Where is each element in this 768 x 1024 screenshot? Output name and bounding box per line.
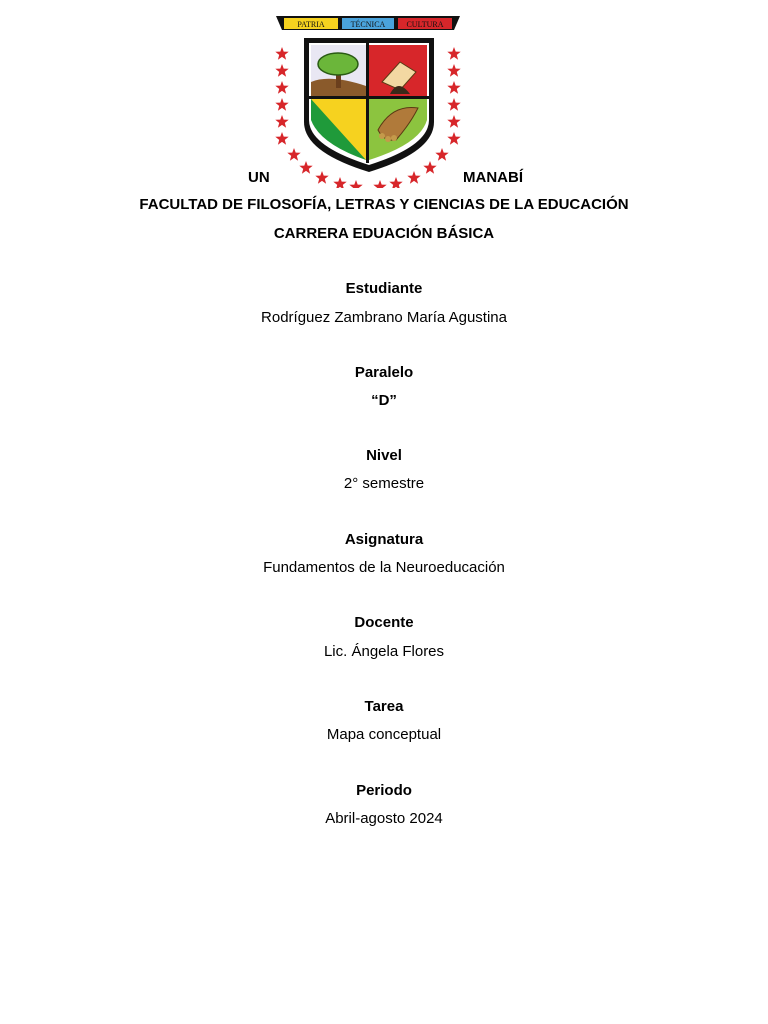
star-icon <box>315 171 328 184</box>
level-label: Nivel <box>366 447 402 464</box>
student-label: Estudiante <box>345 280 423 297</box>
banner-text-patria: PATRIA <box>297 20 325 29</box>
star-icon <box>407 171 420 184</box>
section-value: “D” <box>371 392 397 409</box>
star-icon <box>275 64 288 77</box>
university-name-start: UN <box>248 169 270 186</box>
star-icon <box>447 98 460 111</box>
star-icon <box>349 180 362 188</box>
star-icon <box>435 148 448 161</box>
star-icon <box>447 47 460 60</box>
period-value: Abril-agosto 2024 <box>325 810 443 827</box>
star-icon <box>373 180 386 188</box>
star-icon <box>299 161 312 174</box>
star-icon <box>389 177 402 188</box>
teacher-value: Lic. Ángela Flores <box>323 643 445 660</box>
period-label: Periodo <box>356 782 412 799</box>
teacher-label: Docente <box>354 614 414 631</box>
banner-text-tecnica: TÉCNICA <box>350 20 386 29</box>
star-icon <box>447 115 460 128</box>
task-value: Mapa conceptual <box>326 726 442 743</box>
star-icon <box>447 132 460 145</box>
faculty-title: FACULTAD DE FILOSOFÍA, LETRAS Y CIENCIAS DE LA EDUCACIÓN <box>139 196 629 213</box>
star-icon <box>275 98 288 111</box>
star-icon <box>275 132 288 145</box>
subject-value: Fundamentos de la Neuroeducación <box>263 559 505 576</box>
task-label: Tarea <box>364 698 404 715</box>
banner-text-cultura: CULTURA <box>406 20 444 29</box>
subject-label: Asignatura <box>344 531 424 548</box>
level-value: 2° semestre <box>343 475 425 492</box>
star-icon <box>447 81 460 94</box>
section-label: Paralelo <box>354 364 414 381</box>
university-crest-icon <box>270 12 466 188</box>
career-title: CARRERA EDUACIÓN BÁSICA <box>273 225 495 242</box>
star-icon <box>275 81 288 94</box>
star-icon <box>287 148 300 161</box>
star-icon <box>275 47 288 60</box>
star-icon <box>275 115 288 128</box>
star-icon <box>333 177 346 188</box>
star-icon <box>423 161 436 174</box>
star-icon <box>447 64 460 77</box>
student-value: Rodríguez Zambrano María Agustina <box>261 309 507 326</box>
university-name-end: MANABÍ <box>463 169 523 186</box>
